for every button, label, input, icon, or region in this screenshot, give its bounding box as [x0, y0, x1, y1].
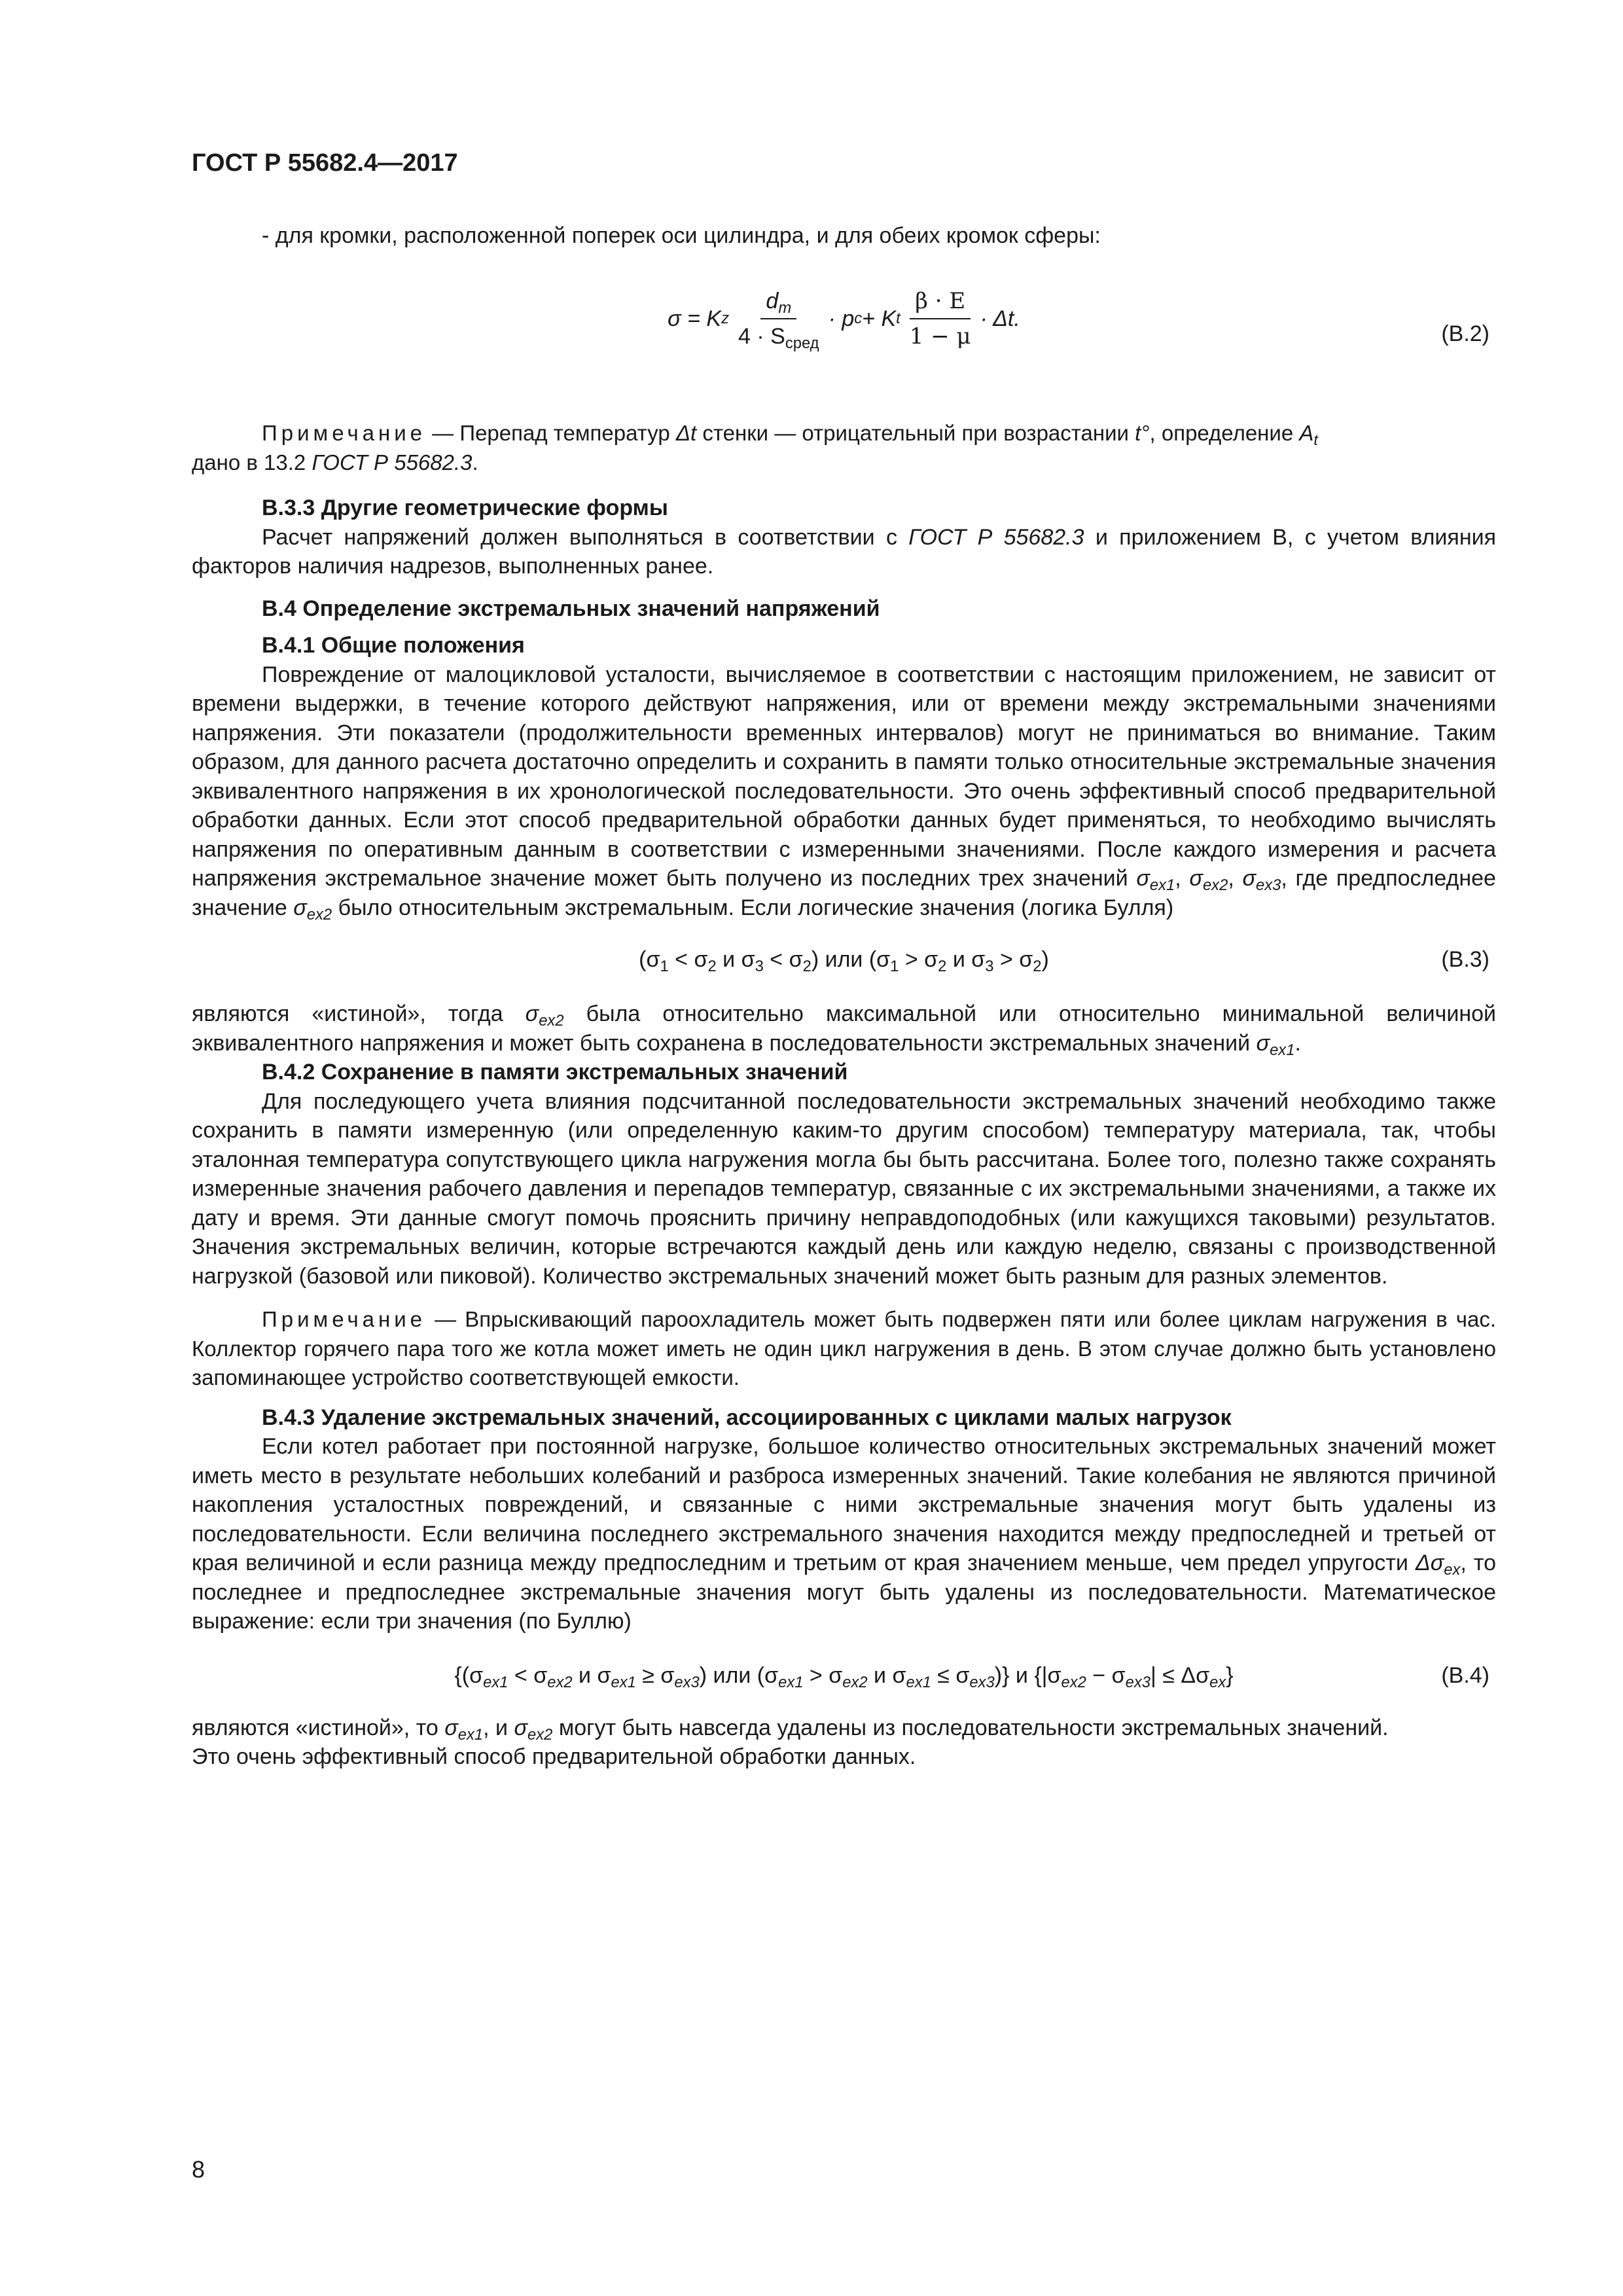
note-2-label: Примечание: [262, 1307, 427, 1331]
note-1-ref: ГОСТ Р 55682.3: [312, 450, 473, 475]
note-1-label: Примечание: [262, 421, 427, 445]
section-b33-ref: ГОСТ Р 55682.3: [908, 524, 1084, 550]
note-1-at-sub: t: [1313, 431, 1318, 448]
section-b33-text-b: и приложением В, с учетом влияния факторов наличия надрезов, выполненных ранее.: [192, 524, 1497, 579]
section-b41-text: Повреждение от малоцикловой усталости, вычисляемое в соответствии с настоящим приложением, не зависит от времени выдержки, в течение которого действуют напряжения, или от времени между экстремальными значениями напряжения. Эти показатели (продолжительности временных интервалов) могут не приниматься во внимание. Таким образом, для данного расчета достаточно определить и сохранить в памяти только относительные экстремальные значения эквивалентного напряжения в их хронологической последовательности. Это очень эффективный способ предварительной обработки данных. Если этот способ предварительной обработки данных будет применяться, то необходимо вычислять напряжения по оперативным данным в соответствии с измеренными значениями. После каждого измерения и расчета напряжения экстремальное значение может быть получено из последних трех значений $\sigma_{ex1}$, $\sigma_{ex2}$, $\sigma_{ex3}$, где предпоследнее значение $\sigma_{ex2}$ было относительным экстремальным. Если логические значения (логика Булля): [192, 662, 1496, 924]
equation-b3-number: (В.3): [1441, 947, 1489, 972]
note-1-line2-b: .: [472, 450, 478, 475]
section-b4-title: В.4 Определение экстремальных значений напряжений: [262, 596, 880, 621]
eq-b2-den2: 1 − μ: [909, 323, 971, 350]
section-b41-text-c: , где предпоследнее значение: [192, 866, 1496, 920]
equation-b2: [192, 288, 1496, 386]
note-2: [192, 1305, 1496, 1393]
after-b4-line2: Это очень эффективный способ предварительной обработки данных.: [192, 1744, 916, 1769]
equation-b4-body: {($\sigma_{ex1} < \sigma_{ex2}$ и $\sigma_{ex1} \ge \sigma_{ex3}$) или ($\sigma_{ex1} > \sigma_{ex2}$ и $\sigma_{ex1} \le \sigma_{ex3}$)} и $\{|\sigma_{ex2} - \sigma_{ex3}| \le \Delta\sigma_{ex}\}$: [454, 1662, 1234, 1691]
eq-b2-num1: d: [766, 289, 779, 314]
eq-b2-mid: · p: [828, 306, 855, 331]
equation-b3: [192, 922, 1496, 999]
sigma-ex2: σ: [1189, 866, 1203, 891]
note-1-text-c: , определение: [1149, 421, 1300, 445]
section-b41-title: В.4.1 Общие положения: [262, 633, 525, 658]
sigma-ex2-b-sub: ex2: [306, 905, 332, 924]
equation-b2-body: σ = K z $\frac{d_m}{4 \cdot S_{сред}}$ · p c + K t $\frac{\beta \cdot E}{1 - \mu}$ · Δt.: [668, 288, 1020, 353]
eq-b2-den1: 4 · S: [738, 324, 785, 349]
after-b3-text: являются «истиной», тогда $\sigma_{ex2}$ была относительно максимальной или относительно минимальной величиной эквивалентного напряжения и может быть сохранена в последовательности экстремальных значений $\sigma_{ex1}$.: [192, 1001, 1496, 1059]
eq-b2-fraction-1: [733, 288, 825, 353]
section-b42-text: Для последующего учета влияния подсчитанной последовательности экстремальных значений необходимо также сохранить в памяти измеренную (или определенную каким-то другим способом) температуру материала, так, чтобы эталонная температура сопутствующего цикла нагружения могла бы быть рассчитана. Более того, полезно также сохранять измеренные значения рабочего давления и перепадов температур, связанные с их экстремальными значениями, а также их дату и время. Эти данные смогут помочь прояснить причину неправдоподобных (или кажущихся таковыми) результатов. Значения экстремальных величин, которые встречаются каждый день или каждую неделю, связаны с производственной нагрузкой (базовой или пиковой). Количество экстремальных значений может быть разным для разных элементов.: [192, 1088, 1496, 1289]
note-1-text-a: — Перепад температур: [426, 421, 676, 445]
section-b42-title: В.4.2 Сохранение в памяти экстремальных значений: [262, 1060, 848, 1085]
note-2-text: — Впрыскивающий пароохладитель может быть подвержен пяти или более циклам нагружения в час. Коллектор горячего пара того же котла может иметь не один цикл нагружения в день. В этом случае должно быть установлено запоминающее устройство соответствующей емкости.: [192, 1307, 1496, 1390]
section-b43-text: Если котел работает при постоянной нагрузке, большое количество относительных экстремальных значений может иметь место в результате небольших колебаний и разброса измеренных значений. Такие колебания не являются причиной накопления усталостных повреждений, и связанные с ними экстремальные значения могут быть удалены из последовательности. Если величина последнего экстремального значения находится между предпоследней и третьей от края величиной и если разница между предпоследним и третьим от края значением меньше, чем предел упругости $\Delta\sigma_{ex}$, то последнее и предпоследнее экстремальные значения могут быть удалены из последовательности. Математическое выражение: если три значения (по Буллю): [192, 1434, 1496, 1634]
note-1-dt: Δt: [675, 421, 697, 445]
note-1-text-b: стенки — отрицательный при возрастании: [696, 421, 1135, 445]
sigma-ex2-b: σ: [293, 895, 307, 920]
note-1-line2-a: дано в 13.2: [192, 450, 312, 475]
equation-b4-number: (В.4): [1441, 1662, 1489, 1688]
eq-b2-plus: + K: [862, 306, 897, 331]
document-header: ГОСТ Р 55682.4—2017: [192, 149, 458, 177]
sigma-ex1: σ: [1136, 866, 1150, 891]
section-b43-title: В.4.3 Удаление экстремальных значений, ассоциированных с циклами малых нагрузок: [262, 1405, 1232, 1430]
intro-line: - для кромки, расположенной поперек оси цилиндра, и для обеих кромок сферы:: [262, 223, 1101, 248]
section-b41-text-d: было относительным экстремальным. Если логические значения (логика Булля): [332, 895, 1174, 920]
section-b41-text-a: Повреждение от малоцикловой усталости, вычисляемое в соответствии с настоящим приложением, не зависит от времени выдержки, в течение которого действуют напряжения, или от времени между экстремальными значениями напряжения. Эти показатели (продолжительности временных интервалов) могут не приниматься во внимание. Таким образом, для данного расчета достаточно определить и сохранить в памяти только относительные экстремальные значения эквивалентного напряжения в их хронологической последовательности. Это очень эффективный способ предварительной обработки данных. Если этот способ предварительной обработки данных будет применяться, то необходимо вычислять напряжения по оперативным данным в соответствии с измеренными значениями. После каждого измерения и расчета напряжения экстремальное значение может быть получено из последних трех значений: [192, 662, 1496, 891]
section-b33-title: В.3.3 Другие геометрические формы: [262, 495, 668, 520]
eq-b2-fraction-2: [904, 288, 976, 350]
sigma-ex1-sub: ex1: [1149, 876, 1175, 895]
eq-b2-lhs: σ = K: [668, 306, 722, 331]
equation-b4: [192, 1636, 1496, 1713]
sigma-ex2-sub: ex2: [1202, 876, 1228, 895]
equation-b3-body: ($\sigma_1 < \sigma_2$ и $\sigma_3 < \sigma_2$) или ($\sigma_1 > \sigma_2$ и $\sigma_3 > \sigma_2$): [639, 947, 1049, 976]
section-b33-text: [192, 523, 1496, 581]
eq-b2-num2: β · E: [910, 288, 971, 319]
note-1-at: A: [1299, 421, 1314, 445]
sigma-ex3-sub: ex3: [1256, 876, 1281, 895]
eq-b2-num1-sub: m: [778, 299, 792, 317]
section-b33-text-a: Расчет напряжений должен выполняться в соответствии с: [262, 524, 909, 550]
equation-b2-number: (В.2): [1441, 321, 1489, 346]
note-1: [192, 419, 1496, 477]
sigma-ex3: σ: [1242, 866, 1256, 891]
main-text: [192, 493, 1496, 1772]
eq-b2-tail: · Δt.: [980, 306, 1020, 331]
page-number: 8: [192, 2156, 205, 2183]
eq-b2-den1-sub: сред: [785, 334, 819, 353]
intro-block: [192, 221, 1496, 251]
after-b4-text: являются «истиной», то $\sigma_{ex1}$, и $\sigma_{ex2}$ могут быть навсегда удалены из последовательности экстремальных значений.: [192, 1715, 1389, 1744]
note-1-t: t°: [1135, 421, 1150, 445]
